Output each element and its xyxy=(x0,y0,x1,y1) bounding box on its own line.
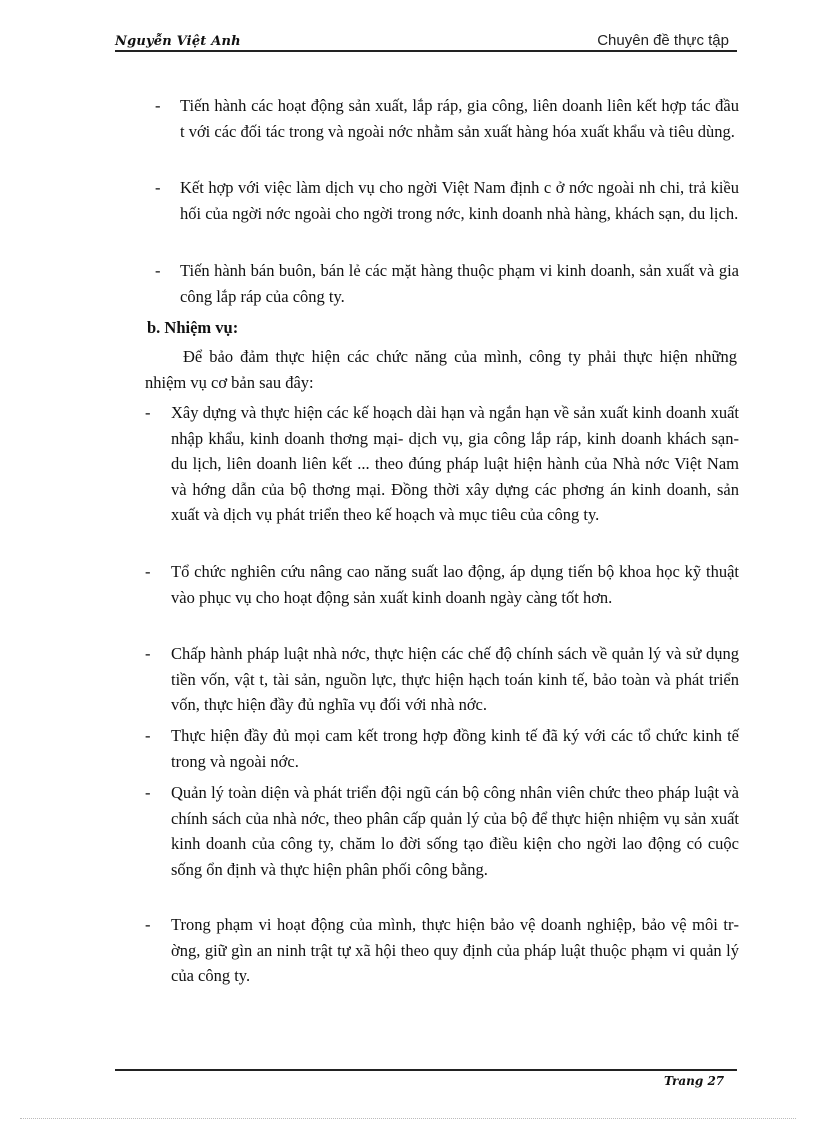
bullet-dash: - xyxy=(145,915,151,934)
list-item xyxy=(145,723,739,774)
bullet-dash: - xyxy=(145,644,151,663)
header-rule xyxy=(115,50,737,52)
list-item xyxy=(145,780,739,882)
list-item xyxy=(145,400,739,528)
bullet-dash: - xyxy=(145,403,151,422)
list-item-text: Chấp hành pháp luật nhà nớc, thực hiện các chế độ chính sách về quản lý và sử dụng tiền vốn, vật t, tài sản, nguồn lực, thực hiện hạch toán kinh tế, bảo toàn và phát triển vốn, thực hiện đầy đủ nghĩa vụ đối với nhà nớc. xyxy=(171,644,739,714)
bullet-dash: - xyxy=(145,783,151,802)
document-topic: Chuyên đề thực tập xyxy=(597,32,729,49)
page-header xyxy=(115,30,737,52)
list-item xyxy=(155,175,739,226)
list-item-text: Quản lý toàn diện và phát triển đội ngũ cán bộ công nhân viên chức theo pháp luật và chính sách của nhà nớc, theo phân cấp quản lý của bộ để thực hiện nhiệm vụ sản xuất kinh doanh của công ty, chăm lo đời sống tạo điều kiện cho ngời lao động có cuộc sống ổn định và thực hiện phân phối công bằng. xyxy=(171,783,739,879)
bullet-dash: - xyxy=(145,726,151,745)
list-item-text: Xây dựng và thực hiện các kế hoạch dài hạn và ngắn hạn về sản xuất kinh doanh xuất nhập khẩu, kinh doanh thơng mại- dịch vụ, gia công lắp ráp, kinh doanh khách sạn- du lịch, liên doanh liên kết ... theo đúng pháp luật hiện hành của Nhà nớc Việt Nam và hớng dẫn của bộ thơng mại. Đồng thời xây dựng các phơng án kinh doanh, sản xuất và dịch vụ phát triển theo kế hoạch và mục tiêu của công ty. xyxy=(171,403,739,524)
bullet-dash: - xyxy=(145,562,151,581)
section-heading: b. Nhiệm vụ: xyxy=(147,318,239,337)
list-item-text: Tổ chức nghiên cứu nâng cao năng suất lao động, áp dụng tiến bộ khoa học kỹ thuật vào phục vụ cho hoạt động sản xuất kinh doanh ngày càng tốt hơn. xyxy=(171,562,739,607)
list-item-text: Thực hiện đầy đủ mọi cam kết trong hợp đồng kinh tế đã ký với các tổ chức kinh tế trong và ngoài nớc. xyxy=(171,726,739,771)
page-edge-divider xyxy=(20,1118,796,1119)
list-item-text: Tiến hành các hoạt động sản xuất, lắp ráp, gia công, liên doanh liên kết hợp tác đầu t với các đối tác trong và ngoài nớc nhằm sản xuất hàng hóa xuất khẩu và tiêu dùng. xyxy=(180,96,739,141)
section-intro: Để bảo đảm thực hiện các chức năng của mình, công ty phải thực hiện những nhiệm vụ cơ bản sau đây: xyxy=(145,347,737,392)
list-item xyxy=(145,559,739,610)
bullet-dash: - xyxy=(155,261,161,280)
list-item xyxy=(145,641,739,718)
list-item xyxy=(155,93,739,144)
bullet-dash: - xyxy=(155,178,161,197)
list-item xyxy=(155,258,739,309)
footer-rule xyxy=(115,1069,737,1071)
bullet-dash: - xyxy=(155,96,161,115)
list-item-text: Kết hợp với việc làm dịch vụ cho ngời Việt Nam định c ở nớc ngoài nh chi, trả kiều hối của ngời nớc ngoài cho ngời trong nớc, kinh doanh nhà hàng, khách sạn, du lịch. xyxy=(180,178,739,223)
author-name: Nguyễn Việt Anh xyxy=(115,34,241,49)
list-item-text: Tiến hành bán buôn, bán lẻ các mặt hàng thuộc phạm vi kinh doanh, sản xuất và gia công lắp ráp của công ty. xyxy=(180,261,739,306)
list-item-text: Trong phạm vi hoạt động của mình, thực hiện bảo vệ doanh nghiệp, bảo vệ môi trờng, giữ gìn an ninh trật tự xã hội theo quy định của pháp luật thuộc phạm vi quản lý của công ty. xyxy=(171,915,739,985)
list-item xyxy=(145,912,739,989)
page-number: Trang 27 xyxy=(664,1074,725,1088)
